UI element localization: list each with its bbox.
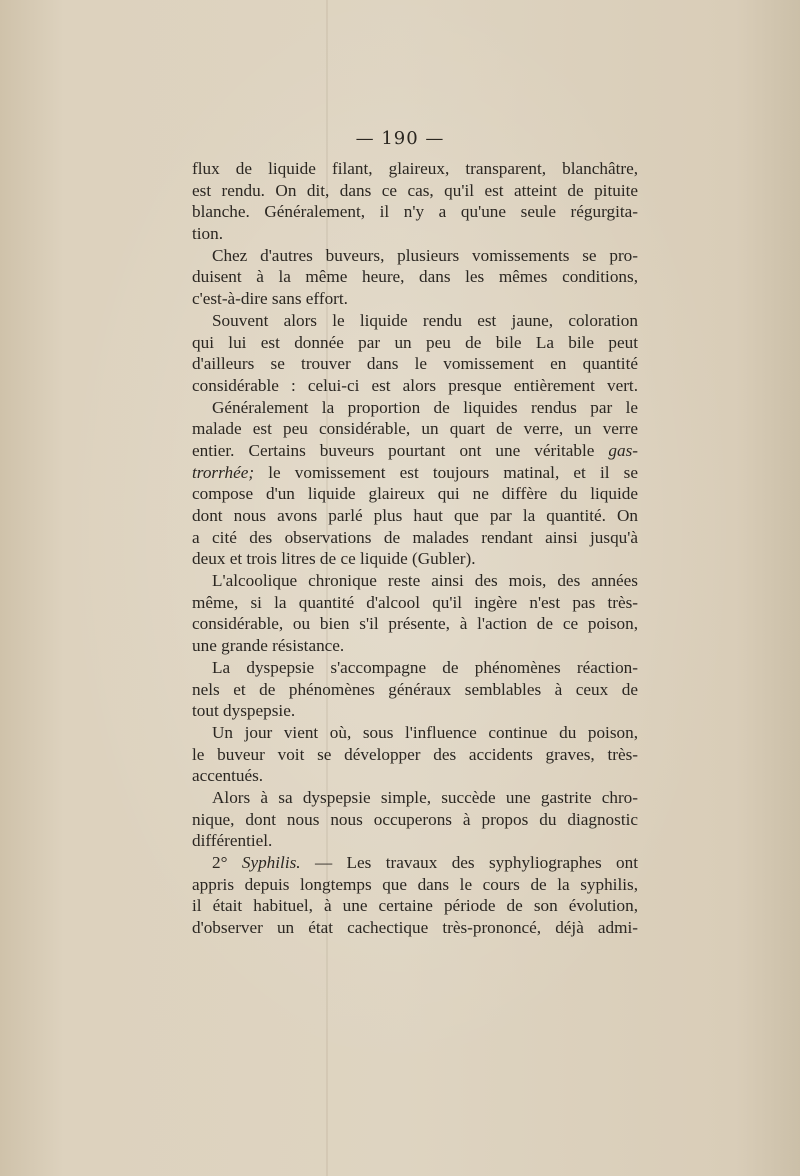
text-line: nels et de phénomènes généraux semblables à ceux de bbox=[192, 679, 638, 699]
text-line bbox=[192, 462, 638, 484]
text-line: appris depuis longtemps que dans le cours de la syphilis, bbox=[192, 874, 638, 894]
text-line: nique, dont nous nous occuperons à propos du diagnostic bbox=[192, 809, 638, 829]
text-line: il était habituel, à une certaine période de son évolution, bbox=[192, 896, 638, 916]
text-line: d'ailleurs se trouver dans le vomissement en quantité bbox=[192, 354, 638, 374]
text-line: Alors à sa dyspepsie simple, succède une gastrite chro- bbox=[212, 787, 638, 807]
italic-text: gas- bbox=[608, 440, 638, 460]
text-line: tout dyspepsie. bbox=[192, 701, 296, 721]
text-line: L'alcoolique chronique reste ainsi des mois, des années bbox=[212, 571, 638, 591]
page-number: — 190 — bbox=[355, 128, 445, 149]
italic-text: Syphilis. bbox=[241, 853, 301, 872]
italic-text: trorrhée; bbox=[192, 462, 255, 482]
body-text bbox=[192, 158, 638, 939]
text-line: est rendu. On dit, dans ce cas, qu'il est atteint de pituite bbox=[192, 180, 638, 200]
text-line: considérable : celui-ci est alors presque entièrement vert. bbox=[192, 375, 638, 395]
text-line: malade est peu considérable, un quart de verre, un verre bbox=[192, 419, 638, 439]
text-line: même, si la quantité d'alcool qu'il ingère n'est pas très- bbox=[192, 592, 638, 612]
text-line: une grande résistance. bbox=[192, 636, 345, 656]
text-run: — Les travaux des syphyliographes ont bbox=[300, 853, 638, 872]
text-line: Souvent alors le liquide rendu est jaune, coloration bbox=[212, 310, 638, 330]
text-line: le buveur voit se développer des accidents graves, très- bbox=[192, 744, 638, 764]
text-line bbox=[192, 440, 638, 462]
text-line: c'est-à-dire sans effort. bbox=[192, 289, 348, 309]
text-line: considérable, ou bien s'il présente, à l'action de ce poison, bbox=[192, 614, 638, 634]
text-line: accentués. bbox=[192, 766, 264, 786]
text-line: compose d'un liquide glaireux qui ne diffère du liquide bbox=[192, 484, 638, 504]
text-line bbox=[192, 852, 638, 874]
text-line: duisent à la même heure, dans les mêmes conditions, bbox=[192, 267, 638, 287]
text-run: le vomissement est toujours matinal, et il se bbox=[254, 462, 638, 482]
text-line: tion. bbox=[192, 224, 224, 244]
text-line: La dyspepsie s'accompagne de phénomènes réaction- bbox=[212, 657, 638, 677]
text-line: dont nous avons parlé plus haut que par la quantité. On bbox=[192, 506, 638, 525]
text-line: d'observer un état cachectique très-prononcé, déjà admi- bbox=[192, 918, 638, 938]
text-line: qui lui est donnée par un peu de bile La bile peut bbox=[192, 332, 638, 352]
text-line: flux de liquide filant, glaireux, transparent, blanchâtre, bbox=[192, 159, 638, 178]
text-line: différentiel. bbox=[192, 831, 273, 851]
text-line: Généralement la proportion de liquides rendus par le bbox=[212, 397, 638, 417]
text-line: Chez d'autres buveurs, plusieurs vomissements se pro- bbox=[212, 245, 638, 265]
text-line: Un jour vient où, sous l'influence continue du poison, bbox=[212, 722, 638, 742]
text-line: blanche. Généralement, il n'y a qu'une seule régurgita- bbox=[192, 202, 638, 222]
text-run: entier. Certains buveurs pourtant ont une véritable bbox=[192, 440, 609, 460]
text-run: 2° bbox=[212, 853, 242, 872]
text-line: deux et trois litres de ce liquide (Gubler). bbox=[192, 549, 476, 569]
text-line: a cité des observations de malades rendant ainsi jusqu'à bbox=[192, 527, 638, 547]
